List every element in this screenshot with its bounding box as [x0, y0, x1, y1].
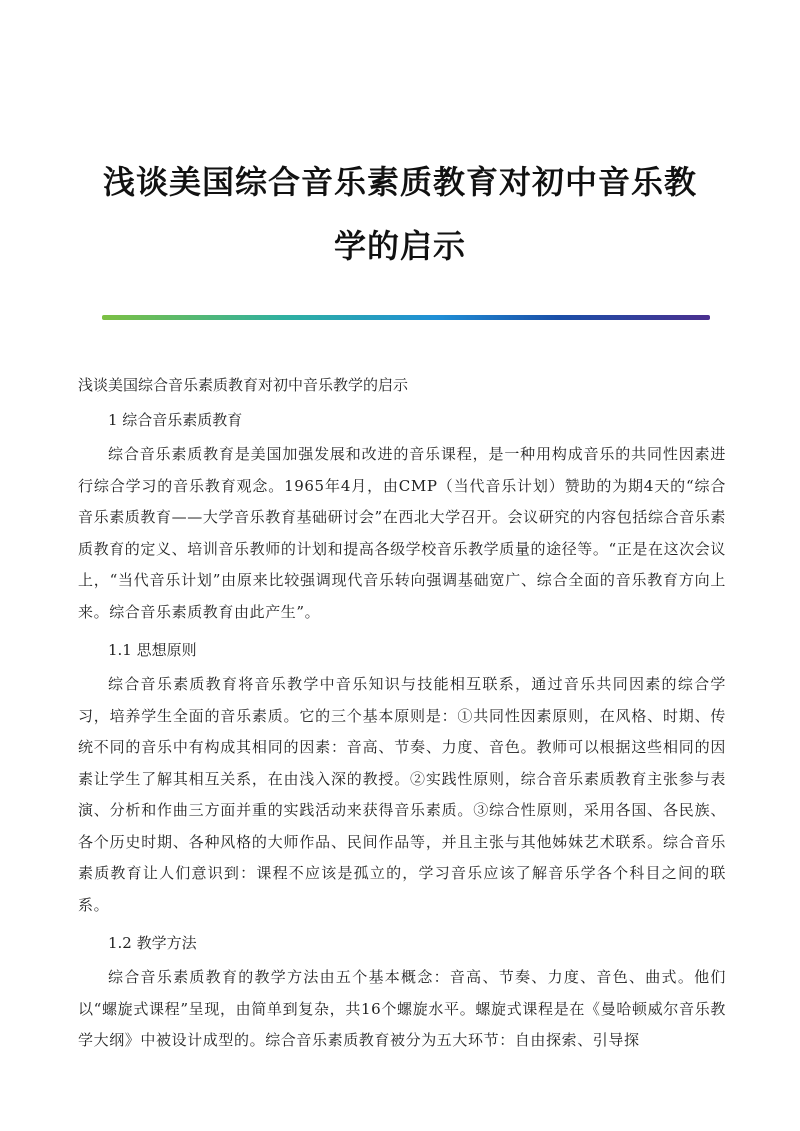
section-paragraph: 综合音乐素质教育将音乐教学中音乐知识与技能相互联系，通过音乐共同因素的综合学习，培养学生全面的音乐素质。它的三个基本原则是：①共同性因素原则，在风格、时期、传统不同的音乐中有构成其相同的因素：音高、节奏、力度、音色。教师可以根据这些相同的因素让学生了解其相互关系，在由浅入深的教授。②实践性原则，综合音乐素质教育主张参与表演、分析和作曲三方面并重的实践活动来获得音乐素质。③综合性原则，采用各国、各民族、各个历史时期、各种风格的大师作品、民间作品等，并且主张与其他姊妹艺术联系。综合音乐素质教育让人们意识到：课程不应该是孤立的，学习音乐应该了解音乐学各个科目之间的联系。	[78, 675, 726, 914]
title-divider	[102, 315, 710, 320]
document-body	[78, 372, 726, 1057]
section-paragraph: 综合音乐素质教育是美国加强发展和改进的音乐课程，是一种用构成音乐的共同性因素进行综合学习的音乐教育观念。1965年4月，由CMP（当代音乐计划）赞助的为期4天的“综合音乐素质教育——大学音乐教育基础研讨会”在西北大学召开。会议研究的内容包括综合音乐素质教育的定义、培训音乐教师的计划和提高各级学校音乐教学质量的途径等。“正是在这次会议上，“当代音乐计划”由原来比较强调现代音乐转向强调基础宽广、综合全面的音乐教育方向上来。综合音乐素质教育由此产生”。	[78, 445, 726, 621]
document-title: 浅谈美国综合音乐素质教育对初中音乐教学的启示	[102, 163, 697, 265]
section-heading: 1.2 教学方法	[108, 934, 197, 952]
section-heading: 1 综合音乐素质教育	[108, 411, 243, 429]
section-heading: 1.1 思想原则	[108, 641, 197, 659]
document-subtitle: 浅谈美国综合音乐素质教育对初中音乐教学的启示	[78, 376, 409, 394]
section-paragraph: 综合音乐素质教育的教学方法由五个基本概念：音高、节奏、力度、音色、曲式。他们以“螺旋式课程”呈现，由简单到复杂，共16个螺旋水平。螺旋式课程是在《曼哈顿威尔音乐教学大纲》中被设计成型的。综合音乐素质教育被分为五大环节：自由探索、引导探	[78, 968, 726, 1049]
